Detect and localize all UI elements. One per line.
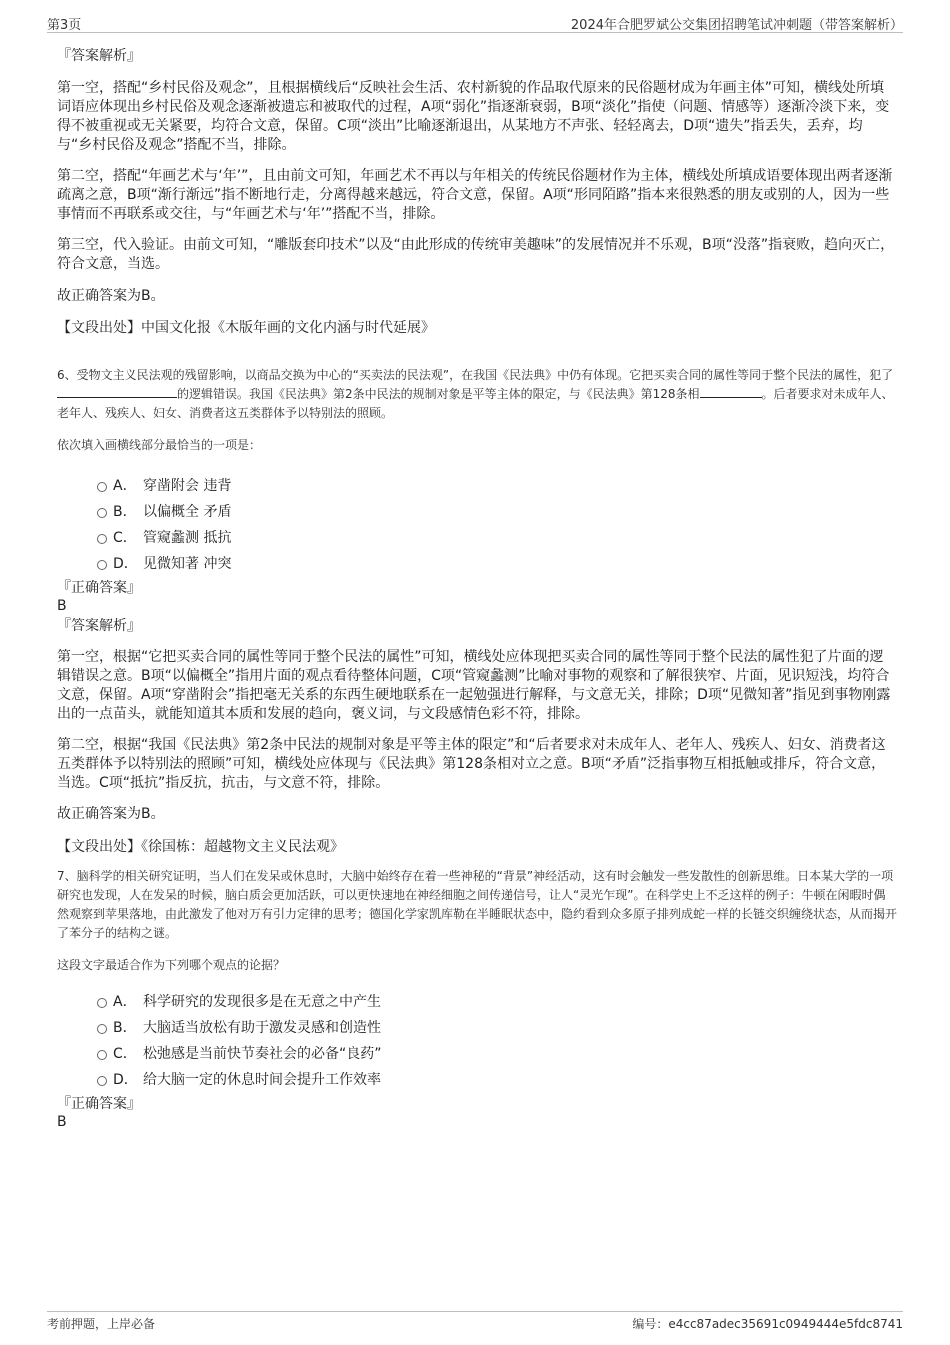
radio-icon[interactable] [97,482,107,492]
option-text: 管窥蠡测 抵抗 [143,530,232,546]
answer-label: 『正确答案』 [57,1096,141,1112]
analysis-paragraph: 第二空，搭配“年画艺术与‘年’”，且由前文可知，年画艺术不再以与年相关的传统民俗题材作为主体，横线处所填成语要体现出两者逐渐疏离之意，B项“渐行渐远”指不断地行走，分离得越来越远，符合文意，保留。A项“形同陌路”指本来很熟悉的朋友或别的人，因为一些事情而不再联系或交往，与“年画艺术与‘年’”搭配不当，排除。 [57,168,893,222]
radio-icon[interactable] [97,1076,107,1086]
option-text: 穿凿附会 违背 [143,478,232,494]
page-content [57,46,897,1131]
option-c[interactable]: C． 管窥蠡测 抵抗 [57,527,897,553]
radio-icon[interactable] [97,1050,107,1060]
fill-blank [57,385,177,398]
source-citation: 【文段出处】《徐国栋：超越物文主义民法观》 [57,839,344,855]
option-text: 以偏概全 矛盾 [143,504,232,520]
options-list [57,475,897,579]
question-7-text: 7、脑科学的相关研究证明，当人们在发呆或休息时，大脑中始终存在着一些神秘的“背景”神经活动，这有时会触发一些发散性的创新思维。日本某大学的一项研究也发现，人在发呆的时候，脑白质会更加活跃，可以更快速地在神经细胞之间传递信号，让人“灵光乍现”。在科学史上不乏这样的例子：牛顿在闲暇时偶然观察到苹果落地，由此激发了他对万有引力定律的思考；德国化学家凯库勒在半睡眠状态中，隐约看到众多原子排列成蛇一样的长链交织缠绕状态，从而揭开了苯分子的结构之谜。 [57,869,898,940]
option-d[interactable]: D． 给大脑一定的休息时间会提升工作效率 [57,1069,897,1095]
option-text: 松弛感是当前快节奏社会的必备“良药” [143,1046,382,1062]
answer-value: B [57,598,67,614]
question-text-part: 6、受物文主义民法观的残留影响，以商品交换为中心的“买卖法的民法观”，在我国《民法典》中仍有体现。它把买卖合同的属性等同于整个民法的属性，犯了 [57,368,894,382]
option-a[interactable]: A． 穿凿附会 违背 [57,475,897,501]
option-text: 给大脑一定的休息时间会提升工作效率 [143,1072,381,1088]
footer-slogan: 考前押题，上岸必备 [47,1317,156,1331]
option-a[interactable]: A． 科学研究的发现很多是在无意之中产生 [57,991,897,1017]
question-prompt: 依次填入画横线部分最恰当的一项是： [57,438,262,452]
analysis-label: 『答案解析』 [57,48,141,64]
conclusion: 故正确答案为B。 [57,288,165,304]
radio-icon[interactable] [97,1024,107,1034]
document-title: 2024年合肥罗斌公交集团招聘笔试冲刺题（带答案解析） [570,18,903,33]
option-d[interactable]: D． 见微知著 冲突 [57,553,897,579]
options-list [57,991,897,1095]
radio-icon[interactable] [97,508,107,518]
question-text-part: 。后者要求对未成年人、老年人、残疾人、妇女、消费者这五类群体予以特别法的照顾。 [57,387,894,420]
question-prompt: 这段文字最适合作为下列哪个观点的论据？ [57,958,286,972]
source-citation: 【文段出处】中国文化报《木版年画的文化内涵与时代延展》 [57,320,435,336]
question-text-part: 的逻辑错误。我国《民法典》第2条中民法的规制对象是平等主体的限定，与《民法典》第128条相 [177,387,700,401]
radio-icon[interactable] [97,560,107,570]
radio-icon[interactable] [97,998,107,1008]
conclusion: 故正确答案为B。 [57,806,165,822]
analysis-paragraph: 第三空，代入验证。由前文可知，“雕版套印技术”以及“由此形成的传统审美趣味”的发展情况并不乐观，B项“没落”指衰败，趋向灭亡，符合文意，当选。 [57,237,895,272]
document-id: 编号：e4cc87adec35691c0949444e5fdc8741 [632,1317,903,1331]
analysis-paragraph: 第一空，搭配“乡村民俗及观念”，且根据横线后“反映社会生活、农村新貌的作品取代原来的民俗题材成为年画主体”可知，横线处所填词语应体现出乡村民俗及观念逐渐被遗忘和被取代的过程，A项“弱化”指逐渐衰弱，B项“淡化”指使（问题、情感等）逐渐冷淡下来，变得不被重视或无关紧要，均符合文意，保留。C项“淡出”比喻逐渐退出，从某地方不声张、轻轻离去，D项“遗失”指丢失，丢弃，均与“乡村民俗及观念”搭配不当，排除。 [57,80,890,153]
option-b[interactable]: B． 以偏概全 矛盾 [57,501,897,527]
analysis-paragraph: 第二空，根据“我国《民法典》第2条中民法的规制对象是平等主体的限定”和“后者要求对未成年人、老年人、残疾人、妇女、消费者这五类群体予以特别法的照顾”可知，横线处应体现与《民法典》第128条相对立之意。B项“矛盾”泛指事物互相抵触或排斥，符合文意，当选。C项“抵抗”指反抗，抗击，与文意不符，排除。 [57,737,886,791]
option-text: 见微知著 冲突 [143,556,232,572]
radio-icon[interactable] [97,534,107,544]
question-6-text [57,366,897,423]
analysis-paragraph: 第一空，根据“它把买卖合同的属性等同于整个民法的属性”可知，横线处应体现把买卖合同的属性等同于整个民法的属性犯了片面的逻辑错误之意。B项“以偏概全”指用片面的观点看待整体问题，C项“管窥蠡测”比喻对事物的观察和了解很狭窄、片面，见识短浅，均符合文意，保留。A项“穿凿附会”指把毫无关系的东西生硬地联系在一起勉强进行解释，与文意无关，排除；D项“见微知著”指见到事物刚露出的一点苗头，就能知道其本质和发展的趋向，褒义词，与文段感情色彩不符，排除。 [57,649,891,722]
option-text: 科学研究的发现很多是在无意之中产生 [143,994,381,1010]
answer-value: B [57,1114,67,1130]
answer-label: 『正确答案』 [57,580,141,596]
option-c[interactable]: C． 松弛感是当前快节奏社会的必备“良药” [57,1043,897,1069]
fill-blank [700,385,762,398]
page-number: 第3页 [47,18,82,33]
option-b[interactable]: B． 大脑适当放松有助于激发灵感和创造性 [57,1017,897,1043]
page-footer [47,1311,903,1334]
page-header [47,12,903,33]
analysis-label: 『答案解析』 [57,618,141,634]
option-text: 大脑适当放松有助于激发灵感和创造性 [143,1020,381,1036]
